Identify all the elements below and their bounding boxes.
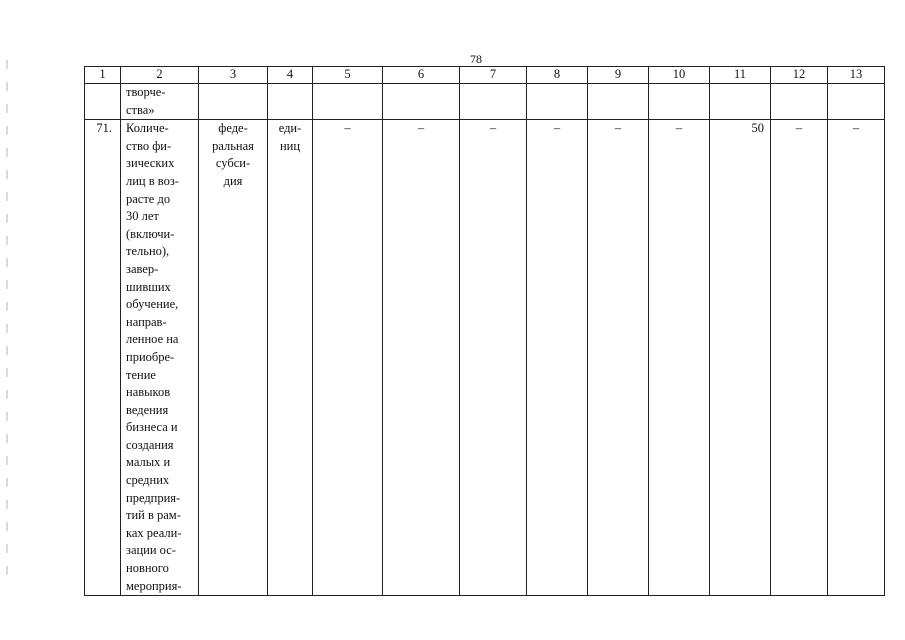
cont-cell-8: [527, 84, 588, 120]
text-line: Количе-: [126, 121, 169, 136]
col-header-11: 11: [710, 67, 771, 84]
scan-margin-marks: [6, 60, 8, 580]
text-line: завер-: [126, 261, 159, 276]
table-row: [85, 120, 885, 596]
cont-cell-11: [710, 84, 771, 120]
text-line: дия: [223, 173, 243, 188]
col-header-10: 10: [649, 67, 710, 84]
text-line: ведения: [126, 402, 169, 417]
data-table: [84, 66, 885, 596]
cont-cell-3: [199, 84, 268, 120]
unit-cell: [268, 120, 313, 596]
column-number-row: [85, 67, 885, 84]
indicator-name-cell: [121, 120, 199, 596]
cont-cell-1: [85, 84, 121, 120]
col-header-12: 12: [771, 67, 828, 84]
text-line: средних: [126, 473, 170, 488]
cont-cell-4: [268, 84, 313, 120]
funding-source-cell: [199, 120, 268, 596]
col-header-7: 7: [460, 67, 527, 84]
text-line: ство фи-: [126, 138, 172, 153]
text-line: предприя-: [126, 490, 181, 505]
text-line: тение: [126, 367, 156, 382]
text-line: шивших: [126, 279, 171, 294]
text-line: ках реали-: [126, 525, 182, 540]
col-header-1: 1: [85, 67, 121, 84]
col-header-5: 5: [313, 67, 383, 84]
cont-cell-9: [588, 84, 649, 120]
text-line: приобре-: [126, 349, 175, 364]
col-header-4: 4: [268, 67, 313, 84]
text-line: навыков: [126, 385, 171, 400]
text-line: феде-: [218, 121, 248, 136]
value-col-9: –: [588, 120, 649, 596]
col-header-6: 6: [383, 67, 460, 84]
value-col-11: 50: [710, 120, 771, 596]
cont-cell-7: [460, 84, 527, 120]
col-header-2: 2: [121, 67, 199, 84]
value-col-6: –: [383, 120, 460, 596]
cont-cell-5: [313, 84, 383, 120]
text-line: мероприя-: [126, 578, 182, 593]
text-line: зации ос-: [126, 543, 176, 558]
cont-cell-2: [121, 84, 199, 120]
text-line: лиц в воз-: [126, 173, 179, 188]
cont-cell-13: [828, 84, 885, 120]
cont-cell-6: [383, 84, 460, 120]
text-line: ральная: [212, 138, 254, 153]
col-header-13: 13: [828, 67, 885, 84]
col-header-8: 8: [527, 67, 588, 84]
value-col-8: –: [527, 120, 588, 596]
page-number: 78: [470, 52, 482, 66]
value-col-5: –: [313, 120, 383, 596]
text-line: тельно),: [126, 244, 170, 259]
text-line: (включи-: [126, 226, 175, 241]
text-line: бизнеса и: [126, 420, 178, 435]
value-col-7: –: [460, 120, 527, 596]
value-col-13: –: [828, 120, 885, 596]
text-line: субси-: [215, 156, 251, 171]
col-header-3: 3: [199, 67, 268, 84]
text-line: расте до: [126, 191, 171, 206]
row-number: 71.: [85, 120, 121, 596]
col-header-9: 9: [588, 67, 649, 84]
cont-cell-12: [771, 84, 828, 120]
value-col-10: –: [649, 120, 710, 596]
value-col-12: –: [771, 120, 828, 596]
text-line: новного: [126, 561, 169, 576]
text-line: 30 лет: [126, 209, 159, 224]
text-line: малых и: [126, 455, 171, 470]
text-line: направ-: [126, 314, 167, 329]
text-line: обучение,: [126, 297, 179, 312]
text-line: ленное на: [126, 332, 179, 347]
text-line: тий в рам-: [126, 508, 181, 523]
text-line: творче-: [126, 85, 166, 99]
text-line: создания: [126, 437, 174, 452]
text-line: ства»: [126, 102, 155, 117]
text-line: ниц: [279, 138, 301, 153]
text-line: еди-: [278, 121, 302, 136]
text-line: зических: [126, 156, 175, 171]
continuation-row: [85, 84, 885, 120]
cont-cell-10: [649, 84, 710, 120]
